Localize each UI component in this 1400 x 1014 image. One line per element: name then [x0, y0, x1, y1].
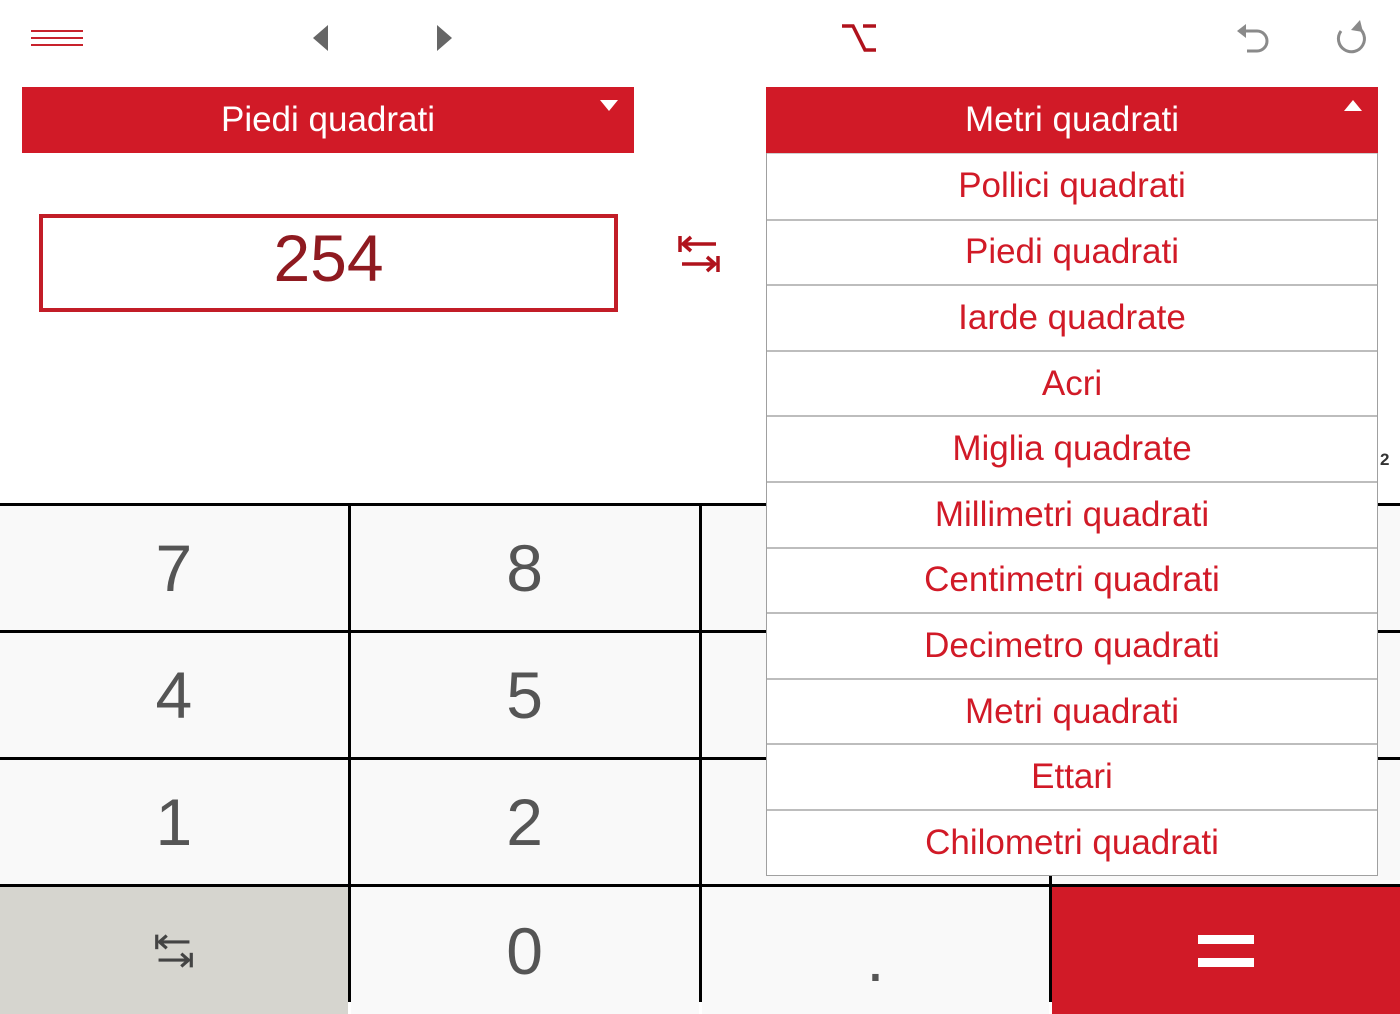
key-4[interactable]: 4: [0, 633, 348, 757]
hamburger-icon: [29, 27, 85, 49]
back-button[interactable]: [300, 18, 340, 58]
dropdown-option[interactable]: Ettari: [767, 743, 1377, 809]
dropdown-option[interactable]: Miglia quadrate: [767, 415, 1377, 481]
key-2[interactable]: 2: [351, 760, 699, 884]
swap-arrows-icon: [676, 232, 722, 276]
key-0[interactable]: 0: [351, 887, 699, 1014]
dropdown-option[interactable]: Piedi quadrati: [767, 219, 1377, 285]
from-unit-label: Piedi quadrati: [220, 100, 436, 139]
option-key-icon: [839, 20, 879, 56]
dropdown-option[interactable]: Acri: [767, 350, 1377, 416]
caret-up-icon: [1342, 97, 1364, 113]
key-7[interactable]: 7: [0, 506, 348, 630]
to-unit-dropdown: [766, 153, 1378, 876]
dropdown-option[interactable]: Chilometri quadrati: [767, 809, 1377, 875]
dropdown-option[interactable]: Pollici quadrati: [767, 153, 1377, 219]
dropdown-option[interactable]: Iarde quadrate: [767, 284, 1377, 350]
equals-icon: [1198, 933, 1254, 969]
result-unit-superscript: 2: [1380, 450, 1390, 469]
from-unit-select[interactable]: [22, 87, 634, 153]
key-decimal[interactable]: .: [702, 887, 1050, 1014]
dropdown-option[interactable]: Decimetro quadrati: [767, 612, 1377, 678]
key-8[interactable]: 8: [351, 506, 699, 630]
redo-button[interactable]: [1326, 16, 1376, 62]
option-button[interactable]: [834, 16, 884, 60]
triangle-left-icon: [310, 23, 330, 53]
menu-button[interactable]: [22, 20, 92, 56]
forward-button[interactable]: [425, 18, 465, 58]
caret-down-icon: [598, 97, 620, 113]
key-swap[interactable]: [0, 887, 348, 1014]
key-5[interactable]: 5: [351, 633, 699, 757]
swap-arrows-icon: [153, 931, 195, 971]
swap-units-button[interactable]: [676, 232, 722, 276]
value-input[interactable]: [43, 218, 614, 294]
to-unit-select[interactable]: [766, 87, 1378, 153]
key-1[interactable]: 1: [0, 760, 348, 884]
key-equals[interactable]: [1052, 887, 1400, 1014]
undo-button[interactable]: [1228, 16, 1278, 62]
redo-icon: [1331, 19, 1371, 59]
value-input-box[interactable]: [39, 214, 618, 312]
dropdown-option[interactable]: Centimetri quadrati: [767, 547, 1377, 613]
to-unit-label: Metri quadrati: [965, 100, 1179, 139]
triangle-right-icon: [435, 23, 455, 53]
dropdown-option[interactable]: Metri quadrati: [767, 678, 1377, 744]
dropdown-option[interactable]: Millimetri quadrati: [767, 481, 1377, 547]
undo-icon: [1233, 19, 1273, 59]
